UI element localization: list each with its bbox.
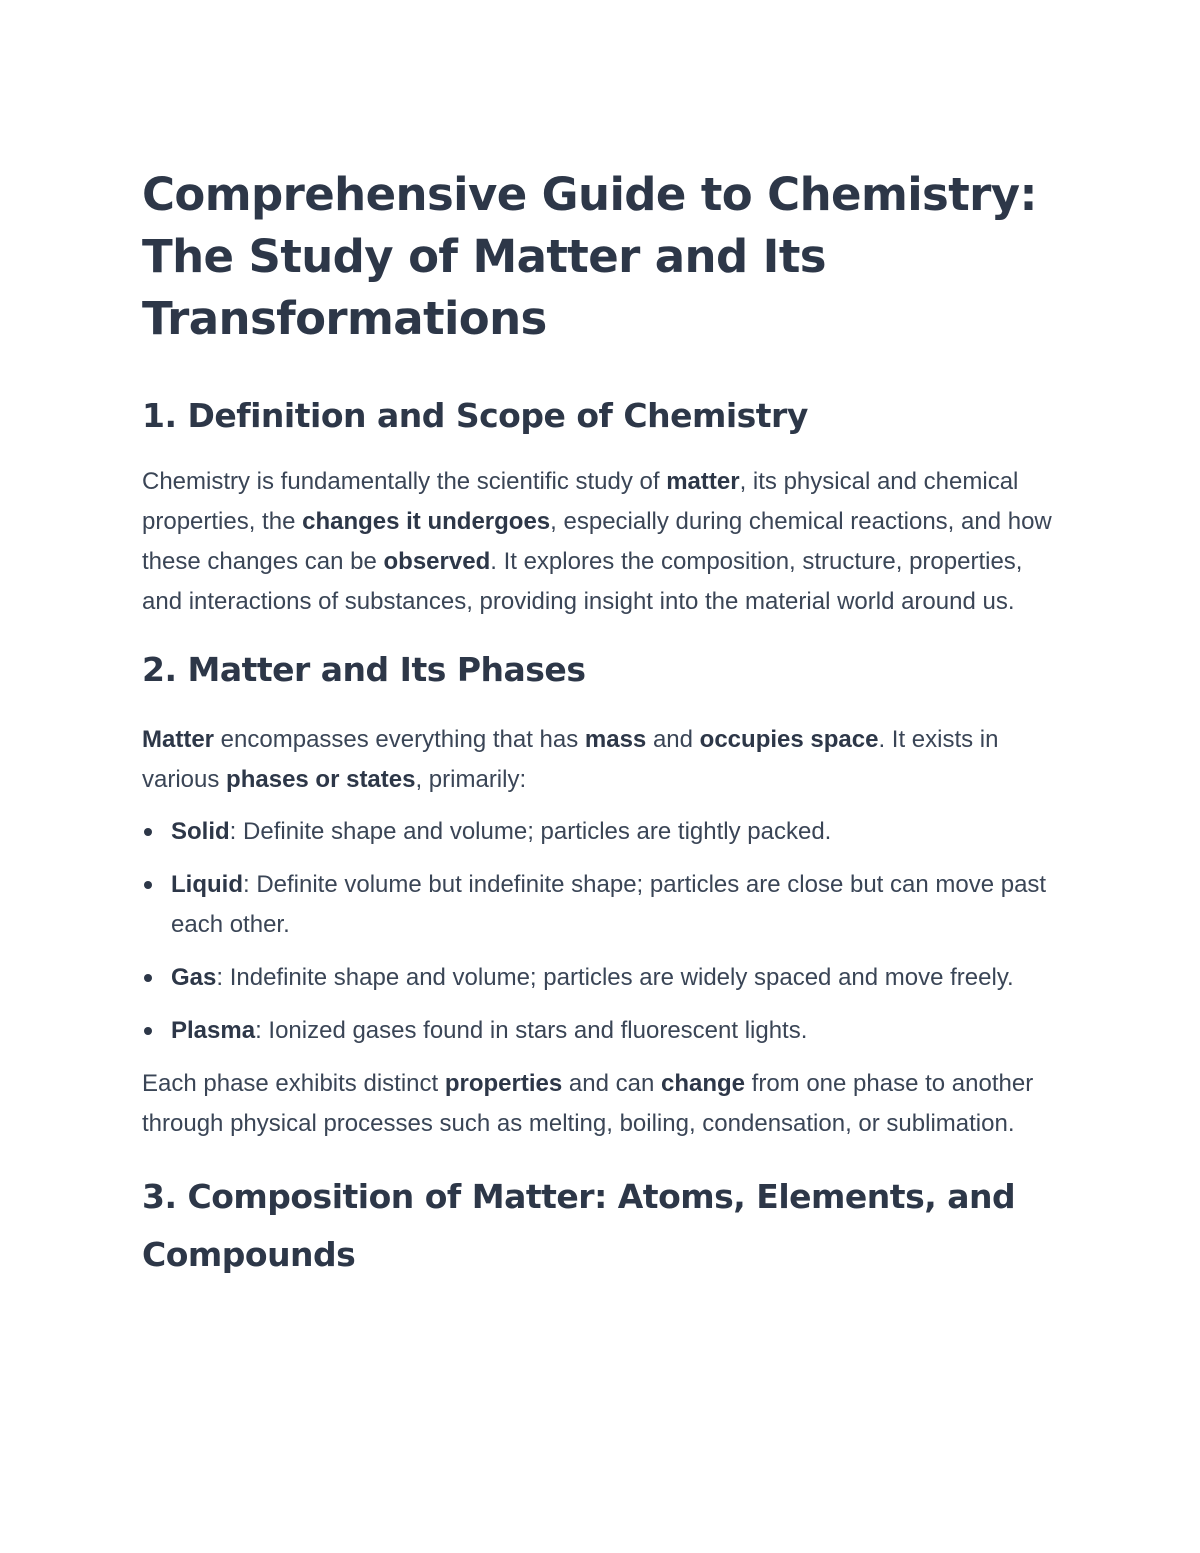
list-item-liquid: Liquid: Definite volume but indefinite shape; particles are close but can move past each other. [142,865,1062,945]
section-2-heading: 2. Matter and Its Phases [142,650,586,689]
phase-list [142,812,1062,1051]
bullet-icon [144,1027,152,1035]
section-2-intro: Matter encompasses everything that has mass and occupies space. It exists in various phases or states, primarily: [142,726,999,793]
bullet-icon [144,881,152,889]
document-page [142,160,1062,1284]
section-3-heading: 3. Composition of Matter: Atoms, Elements, and Compounds [142,1177,1016,1274]
document-title: Comprehensive Guide to Chemistry: The Study of Matter and Its Transformations [142,168,1037,345]
bullet-icon [144,828,152,836]
section-1-paragraph: Chemistry is fundamentally the scientific study of matter, its physical and chemical properties, the changes it undergoes, especially during chemical reactions, and how these changes can be observed. It explores the composition, structure, properties, and interactions of substances, providing insight into the material world around us. [142,468,1052,615]
list-item-plasma: Plasma: Ionized gases found in stars and fluorescent lights. [142,1011,1062,1051]
list-item-gas: Gas: Indefinite shape and volume; particles are widely spaced and move freely. [142,958,1062,998]
section-1-heading: 1. Definition and Scope of Chemistry [142,396,808,435]
bullet-icon [144,974,152,982]
section-2-closing: Each phase exhibits distinct properties and can change from one phase to another through physical processes such as melting, boiling, condensation, or sublimation. [142,1070,1034,1137]
list-item-solid: Solid: Definite shape and volume; particles are tightly packed. [142,812,1062,852]
